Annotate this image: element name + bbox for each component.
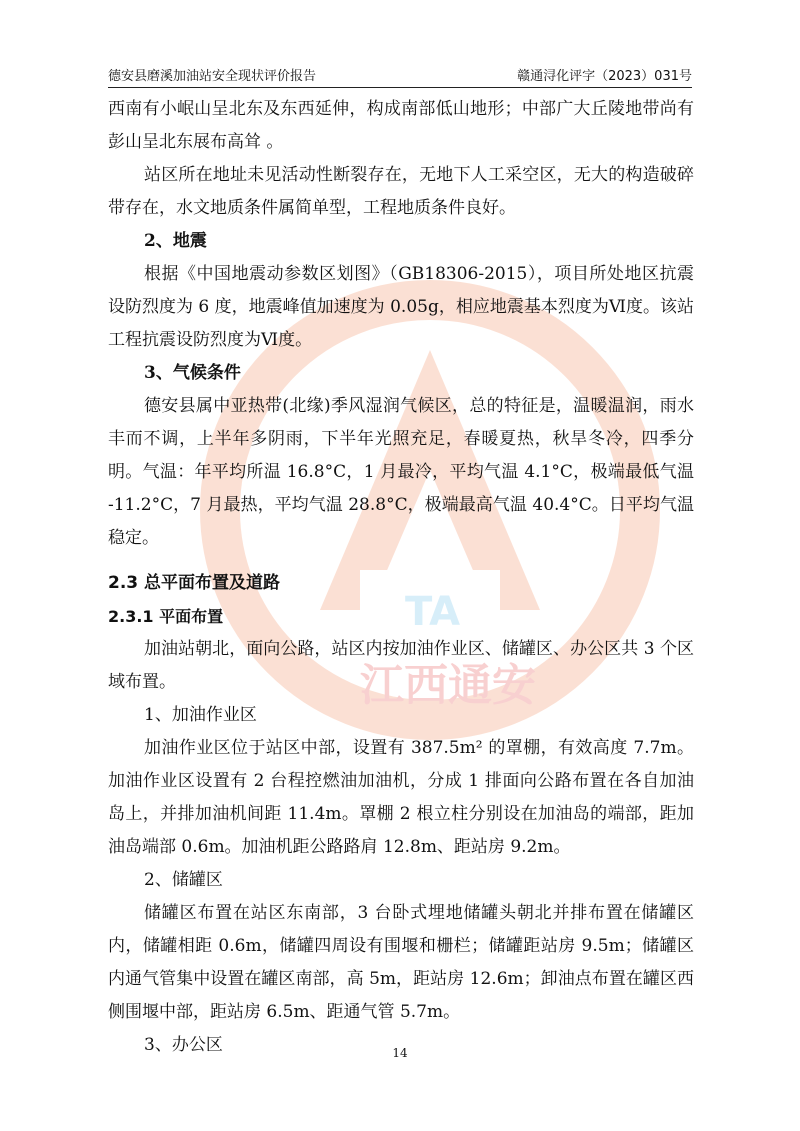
page-body (108, 93, 694, 1062)
list-item-fueling-area: 1、加油作业区 (144, 705, 257, 725)
heading-general-layout: 2.3 总平面布置及道路 (108, 573, 281, 593)
svg-text:江西通安: 江西通安 (360, 660, 536, 711)
paragraph-tank-area: 储罐区布置在站区东南部，3 台卧式埋地储罐头朝北并排布置在储罐区内，储罐相距 0.6m，储罐四周设有围堰和栅栏；储罐距站房 9.5m；储罐区内通气管集中设置在罐区南部，高 5m，距站房 12.6m；卸油点布置在罐区西侧围堰中部，距站房 6.5m、距通气管 5.7m。 (108, 903, 694, 1022)
paragraph-layout-overview: 加油站朝北，面向公路，站区内按加油作业区、储罐区、办公区共 3 个区域布置。 (108, 639, 694, 692)
heading-earthquake: 2、地震 (144, 231, 207, 251)
header-report-title: 德安县磨溪加油站安全现状评价报告 (108, 69, 317, 84)
heading-climate: 3、气候条件 (144, 363, 241, 383)
paragraph-earthquake: 根据《中国地震动参数区划图》（GB18306-2015），项目所处地区抗震设防烈度为 6 度，地震峰值加速度为 0.05g，相应地震基本烈度为Ⅵ度。该站工程抗震设防烈度为Ⅵ度。 (108, 264, 694, 350)
svg-text:TA: TA (405, 589, 461, 635)
list-item-office-area: 3、办公区 (144, 1035, 223, 1055)
header-report-number: 赣通浔化评字（2023）031号 (517, 69, 692, 84)
page-header (108, 62, 692, 88)
page-number: 14 (392, 1046, 408, 1060)
list-item-tank-area: 2、储罐区 (144, 870, 223, 890)
heading-plane-layout: 2.3.1 平面布置 (108, 607, 224, 626)
paragraph-climate: 德安县属中亚热带(北缘)季风湿润气候区，总的特征是，温暖温润，雨水丰而不调，上半年多阴雨，下半年光照充足，春暖夏热，秋旱冬冷，四季分明。气温：年平均所温 16.8°C，1 月最冷，平均气温 4.1°C，极端最低气温 -11.2°C，7 月最热，平均气温 28.8°C，极端最高气温 40.4°C。日平均气温稳定。 (108, 396, 694, 548)
paragraph-site-stability: 站区所在地址未见活动性断裂存在，无地下人工采空区，无大的构造破碎带存在，水文地质条件属简单型，工程地质条件良好。 (108, 165, 694, 218)
paragraph-geology: 西南有小岷山呈北东及东西延伸，构成南部低山地形；中部广大丘陵地带尚有彭山呈北东展布高耸 。 (108, 99, 694, 152)
paragraph-fueling-area: 加油作业区位于站区中部，设置有 387.5m² 的罩棚，有效高度 7.7m。加油作业区设置有 2 台程控燃油加油机，分成 1 排面向公路布置在各自加油岛上，并排加油机间距 11.4m。罩棚 2 根立柱分别设在加油岛的端部，距加油岛端部 0.6m。加油机距公路路肩 12.8m、距站房 9.2m。 (108, 738, 694, 857)
